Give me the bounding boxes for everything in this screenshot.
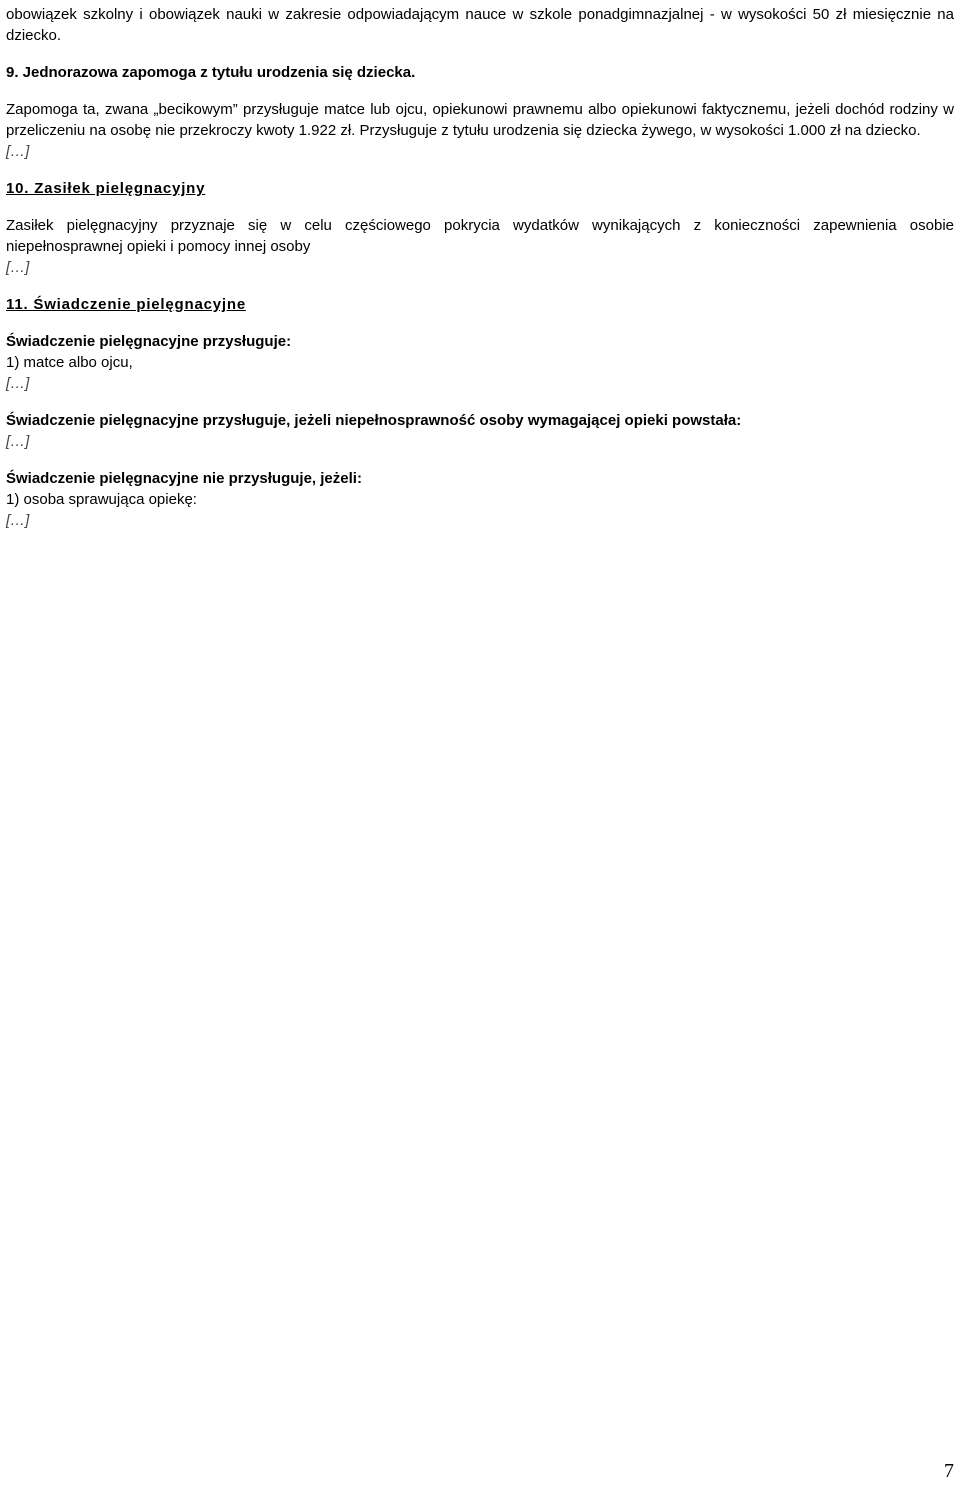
paragraph-1: obowiązek szkolny i obowiązek nauki w zakresie odpowiadającym nauce w szkole ponadgimnazjalnej - w wysokości 50 zł miesięcznie na dziecko. bbox=[6, 6, 954, 44]
truncation-marker-11a: […] bbox=[6, 375, 30, 392]
paragraph-11-exclusions: 1) osoba sprawująca opiekę: bbox=[6, 491, 197, 508]
heading-9: 9. Jednorazowa zapomoga z tytułu urodzenia się dziecka. bbox=[6, 64, 416, 81]
paragraph-11-list: 1) matce albo ojcu, bbox=[6, 354, 133, 371]
truncation-marker-10: […] bbox=[6, 259, 30, 276]
page-number: 7 bbox=[944, 1460, 954, 1482]
document-page bbox=[0, 0, 960, 531]
heading-10: 10. Zasiłek pielęgnacyjny bbox=[6, 180, 206, 197]
heading-11: 11. Świadczenie pielęgnacyjne bbox=[6, 296, 246, 313]
paragraph-10: Zasiłek pielęgnacyjny przyznaje się w celu częściowego pokrycia wydatków wynikających z konieczności zapewnienia osobie niepełnosprawnej opieki i pomocy innej osoby bbox=[6, 217, 954, 255]
heading-11-exclusions: Świadczenie pielęgnacyjne nie przysługuje, jeżeli: bbox=[6, 470, 362, 487]
truncation-marker-11b: […] bbox=[6, 433, 30, 450]
paragraph-9: Zapomoga ta, zwana „becikowym” przysługuje matce lub ojcu, opiekunowi prawnemu albo opiekunowi faktycznemu, jeżeli dochód rodziny w przeliczeniu na osobę nie przekroczy kwoty 1.922 zł. Przysługuje z tytułu urodzenia się dziecka żywego, w wysokości 1.000 zł na dziecko. bbox=[6, 101, 954, 139]
heading-11-eligibility: Świadczenie pielęgnacyjne przysługuje: bbox=[6, 333, 292, 350]
truncation-marker-9: […] bbox=[6, 143, 30, 160]
heading-11-condition: Świadczenie pielęgnacyjne przysługuje, jeżeli niepełnosprawność osoby wymagającej opieki powstała: bbox=[6, 412, 742, 429]
truncation-marker-11c: […] bbox=[6, 512, 30, 529]
